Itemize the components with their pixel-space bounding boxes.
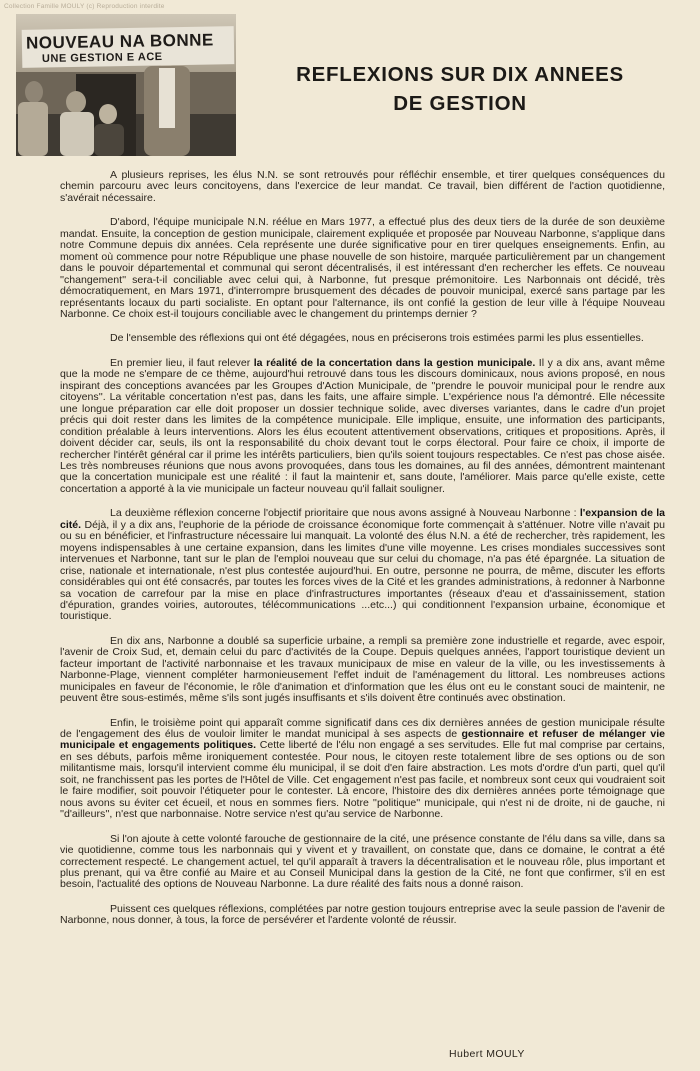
paragraph-7-emphasis: gestionnaire et refuser de mélanger vie municipale et engagements politiques. <box>60 728 666 752</box>
paragraph-4-rest: Il y a dix ans, avant même que la mode ne s'empare de ce thème, aujourd'hui retrouvé dans tous les discours dominicaux, nous avions proposé, en nous inspirant des conceptions avancées par les Groupes d'Action Municipale, de ''prendre le pouvoir municipal pour le rendre aux citoyens''. La véritable concertation n'est pas, dans les faits, une affaire simple. L'expérience nous l'a démontré. Elle nécessite une longue préparation car elle doit proposer un dossier technique solide, avec diverses variantes, dans le cadre d'un projet précis qui doit rester dans les limites de la compétence municipale. Elle implique, ensuite, une information des participants, condition préalable à leurs interventions. Alors les élus ecoutent attentivement observations, critiques et propositions. Après, il doivent décider car, seuls, ils ont la responsabilité du choix devant tout le corps électoral. Pour faire ce choix, il importe de rechercher l'intérêt général car il prime les intérêts particuliers, bien qu'ils soient toujours respectables. Ce n'est pas chose aisée. Les très nombreuses réunions que nous avons provoquées, dans tous les domaines, au fil des années, démontrent maintenant que la concertation municipale est une réalité : il faut la maintenir et, sans doute, l'améliorer. Mais parce qu'elle existe, cette concertation a apporté à la vie municipale un facteur nouveau qu'il fallait souligner. <box>60 356 665 495</box>
article-title <box>250 60 670 118</box>
paragraph-1: A plusieurs reprises, les élus N.N. se sont retrouvés pour réfléchir ensemble, et tirer quelques conséquences du chemin parcouru avec leurs concitoyens, dans l'exercice de leur mandat. Ce travail, bien différent de l'action quotidienne, s'avérait nécessaire. <box>60 169 665 204</box>
photo-banner-line2: UNE GESTION E ACE <box>41 50 163 66</box>
paragraph-7 <box>60 718 665 821</box>
paragraph-5 <box>60 508 665 623</box>
paragraph-8: Si l'on ajoute à cette volonté farouche de gestionnaire de la cité, une présence constante de l'élu dans sa ville, dans sa vie quotidienne, comme tous les narbonnais qui y vivent et y travaillent, on constate que, dans ce domaine, le contrat a été correctement respecté. Le changement actuel, tel qu'il apparaît à travers la décentralisation et le nouveau rôle, plus important et plus prenant, qui va être confié au Maire et au Conseil Municipal dans la gestion de la Cité, ne font que confirmer, s'il en est besoin, l'actualité des options de Nouveau Narbonne. La dure réalité des faits nous a donné raison. <box>60 832 665 891</box>
paragraph-3: De l'ensemble des réflexions qui ont été dégagées, nous en préciserons trois estimées parmi les plus essentielles. <box>110 332 644 345</box>
paragraph-9: Puissent ces quelques réflexions, complétées par notre gestion toujours entreprise avec la seule passion de l'avenir de Narbonne, nous donner, à tous, la force de persévérer et l'ardente volonté de réussir. <box>60 902 665 927</box>
paragraph-6: En dix ans, Narbonne a doublé sa superficie urbaine, a rempli sa première zone industrielle et regarde, avec espoir, l'avenir de Croix Sud, et, demain celui du parc d'activités de la Coupe. Depuis quelques années, l'apport touristique devient un facteur important de l'activité narbonnaise et les travaux municipaux de mise en valeur de la ville, ou les investissements à Narbonne-Plage, viennent compléter harmonieusement l'effet induit de l'aménagement du littoral. Les nombreuses actions municipales en faveur de l'économie, le rôle d'animation et d'information que les élus ont eu le constant souci de maintenir, ne peuvent être sous-estimés, même s'ils sont jugés insuffisants et s'ils doivent être continués avec obstination. <box>60 634 665 705</box>
paragraph-5-intro: La deuxième réflexion concerne l'objectif prioritaire que nous avons assigné à Nouveau Narbonne : <box>110 507 580 520</box>
header-photo <box>16 14 236 156</box>
paragraph-4-intro: En premier lieu, il faut relever <box>110 356 254 369</box>
paragraph-5-emphasis: l'expansion de la cité. <box>60 507 665 531</box>
paragraph-7-intro: Enfin, le troisième point qui apparaît comme significatif dans ces dix dernières années de gestion municipale résulte de l'engagement des élus de vouloir limiter le mandat municipal à ses aspects de <box>60 716 665 741</box>
paragraph-5-rest: Déjà, il y a dix ans, l'euphorie de la période de croissance économique forte commençait à s'atténuer. Notre ville n'avait pu ou su en bénéficier, et l'infrastructure nécessaire lui manquait. La volonté des élus N.N. a été de rechercher, très rapidement, les moyens indispensables à une certaine expansion, dans les limites d'une ville moyenne. Les crises mondiales successives sont intervenues et Narbonne, tant sur le plan de l'emploi nouveau que sur celui du chomage, n'a pas été épargnée. La situation de crise, nationale et internationale, n'est plus contestée aujourd'hui. En outre, personne ne pourra, de même, discuter les efforts considérables qui ont été consacrés, par toutes les forces vives de la Cité et les grandes administrations, à redonner à Narbonne sa vocation de carrefour par la mise en place d'infrastructures importantes (réseaux d'eau et d'assainissement, station d'épuration, grandes voiries, autoroutes, télécommunications ...etc...) qui conditionnent l'expansion urbaine, économique et touristique. <box>60 518 665 623</box>
author-signature: Hubert MOULY <box>449 1048 525 1060</box>
paragraph-4-emphasis: la réalité de la concertation dans la gestion municipale. <box>253 356 536 369</box>
title-line2: DE GESTION <box>393 92 527 115</box>
paragraph-2: D'abord, l'équipe municipale N.N. réélue en Mars 1977, a effectué plus des deux tiers de la durée de son deuxième mandat. Ensuite, la conception de gestion municipale, clairement expliquée et proposée par Nouveau Narbonne, s'applique dans notre Commune depuis dix années. Cela représente une durée significative pour en tirer quelques enseignements. Enfin, au moment où commence pour notre République une phase nouvelle de son histoire, marquée particulièrement par un changement dans le pouvoir départemental et communal qui seront décentralisés, il est intéressant d'en rechercher les effets. Ce nouveau ''changement'' sera-t-il conciliable avec celui qui, à Narbonne, fut presque prémonitoire. Les Narbonnais ont décidé, très démocratiquement, en Mars 1971, d'interrompre brusquement des décades de pouvoir municipal, exercé sans partage par les représentants locaux du parti socialiste. En optant pour l'alternance, ils ont confié la gestion de leur ville à l'équipe Nouveau Narbonne. Ce choix est-il toujours conciliable avec le changement du printemps dernier ? <box>60 216 665 320</box>
paragraph-7-rest: Cette liberté de l'élu non engagé a ses servitudes. Elle fut mal comprise par certains, en ses débuts, parfois même ironiquement contestée. Pour nous, le citoyen reste totalement libre de ses options ou de son militantisme mais, lorsqu'il intervient comme élu municipal, il se doit d'en faire abstraction. Les mots d'ordre d'un parti, quel qu'il soit, ne franchissent pas les portes de l'Hôtel de Ville. Cet engagement n'est pas facile, et nombreux sont ceux qui voudraient soit le faire modifier, soit pouvoir l'étiqueter pour le contester. Là encore, l'histoire des dix dernières années porte témoignage que nous avons su éviter cet écueil, et nous en sommes fiers. Notre ''politique'' municipale, qui n'est ni de droite, ni de gauche, ni ''d'ailleurs'', n'est que narbonnaise. Notre service n'est qu'au service de Narbonne. <box>60 739 665 821</box>
archive-credit: Collection Famille MOULY (c) Reproduction interdite <box>4 3 165 10</box>
title-line1: REFLEXIONS SUR DIX ANNEES <box>296 63 624 86</box>
article-body <box>60 170 665 940</box>
paragraph-4 <box>60 358 665 495</box>
photo-banner-line1: NOUVEAU NA BONNE <box>25 30 214 53</box>
